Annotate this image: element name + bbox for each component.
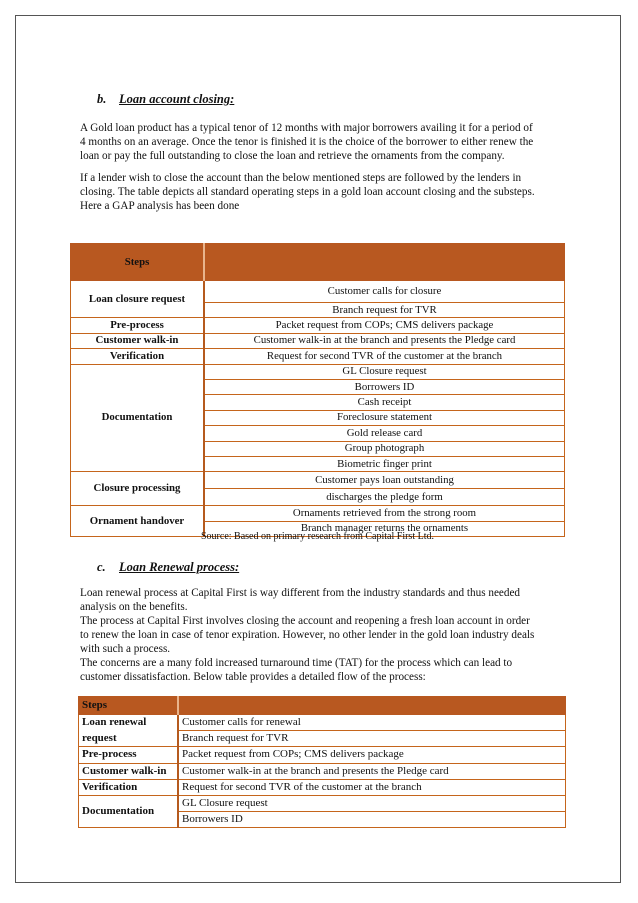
substep-cell: Gold release card [204, 426, 565, 441]
substep-cell: Request for second TVR of the customer at the branch [178, 779, 566, 795]
substep-cell: GL Closure request [178, 795, 566, 811]
section-c-title: Loan Renewal process: [119, 560, 240, 574]
table-row [71, 281, 565, 303]
substep-cell: Customer calls for closure [204, 281, 565, 303]
table-row [79, 763, 566, 779]
table-header-steps: Steps [79, 697, 179, 715]
table-row [79, 731, 566, 747]
step-loan-closure-request: Loan closure request [71, 281, 205, 318]
substep-cell: Customer pays loan outstanding [204, 472, 565, 489]
step-verification: Verification [79, 779, 179, 795]
substep-cell: Customer calls for renewal [178, 715, 566, 731]
substep-cell: Biometric finger print [204, 456, 565, 471]
substep-cell: Customer walk-in at the branch and presents the Pledge card [204, 333, 565, 348]
step-customer-walk-in: Customer walk-in [79, 763, 179, 779]
step-documentation: Documentation [71, 364, 205, 472]
table-row [71, 349, 565, 364]
step-pre-process: Pre-process [71, 318, 205, 333]
step-ornament-handover: Ornament handover [71, 506, 205, 537]
table-row [79, 795, 566, 811]
table-row [71, 333, 565, 348]
text-line: to renew the loan in case of tenor expiration. However, no other lender in the gold loan industry deals [80, 629, 535, 641]
text-line: with such a process. [80, 643, 171, 655]
table-row [79, 747, 566, 763]
substep-cell: Packet request from COPs; CMS delivers package [204, 318, 565, 333]
section-b-paragraph-2 [80, 171, 562, 213]
section-b-heading [97, 92, 234, 107]
table-row [71, 506, 565, 521]
table-header-empty [178, 697, 566, 715]
table-row [79, 779, 566, 795]
substep-cell: Customer walk-in at the branch and presents the Pledge card [178, 763, 566, 779]
substep-cell: Packet request from COPs; CMS delivers package [178, 747, 566, 763]
table-source-note: Source: Based on primary research from Capital First Ltd. [201, 531, 434, 542]
substep-cell: Borrowers ID [204, 379, 565, 394]
text-line: closing. The table depicts all standard operating steps in a gold loan account closing and the substeps. [80, 186, 535, 198]
loan-closure-steps-table [70, 243, 565, 537]
table-header-row [79, 697, 566, 715]
section-b-label: b. [97, 92, 107, 106]
text-line: A Gold loan product has a typical tenor of 12 months with major borrowers availing it for a period of [80, 122, 533, 134]
table-row [71, 318, 565, 333]
section-c-heading [97, 560, 239, 575]
substep-cell: Cash receipt [204, 395, 565, 410]
loan-renewal-steps-table [78, 696, 566, 828]
text-line: If a lender wish to close the account than the below mentioned steps are followed by the lenders in [80, 172, 522, 184]
table-row [71, 472, 565, 489]
table-header-steps: Steps [71, 244, 205, 281]
substep-cell: discharges the pledge form [204, 489, 565, 506]
section-c-paragraph [80, 586, 562, 684]
substep-cell: Branch manager returns the ornaments [204, 521, 565, 536]
substep-cell: Branch request for TVR [178, 731, 566, 747]
step-closure-processing: Closure processing [71, 472, 205, 506]
substep-cell: Branch request for TVR [204, 303, 565, 318]
text-line: The concerns are a many fold increased turnaround time (TAT) for the process which can lead to [80, 657, 513, 669]
substep-cell: Group photograph [204, 441, 565, 456]
substep-cell: Foreclosure statement [204, 410, 565, 425]
text-line: loan or pay the full outstanding to close the loan and retrieve the ornaments from the company. [80, 150, 505, 162]
text-line: 4 months on an average. Once the tenor is finished it is the choice of the borrower to either renew the [80, 136, 534, 148]
step-verification: Verification [71, 349, 205, 364]
step-customer-walk-in: Customer walk-in [71, 333, 205, 348]
table-header-empty [204, 244, 565, 281]
substep-cell: Request for second TVR of the customer at the branch [204, 349, 565, 364]
step-loan-renewal-line1: Loan renewal [79, 715, 179, 731]
text-line: analysis on the benefits. [80, 601, 188, 613]
step-loan-renewal-line2: request [79, 731, 179, 747]
text-line: Loan renewal process at Capital First is way different from the industry standards and thus needed [80, 587, 521, 599]
section-b-title: Loan account closing: [119, 92, 235, 106]
substep-cell: GL Closure request [204, 364, 565, 379]
text-line: Here a GAP analysis has been done [80, 200, 240, 212]
step-documentation: Documentation [79, 795, 179, 827]
section-c-label: c. [97, 560, 106, 574]
table-row [71, 364, 565, 379]
table-header-row [71, 244, 565, 281]
section-b-paragraph-1 [80, 121, 562, 163]
step-pre-process: Pre-process [79, 747, 179, 763]
text-line: The process at Capital First involves closing the account and reopening a fresh loan account in order [80, 615, 530, 627]
substep-cell: Borrowers ID [178, 812, 566, 828]
substep-cell: Ornaments retrieved from the strong room [204, 506, 565, 521]
table-row [79, 715, 566, 731]
text-line: customer dissatisfaction. Below table provides a detailed flow of the process: [80, 671, 426, 683]
